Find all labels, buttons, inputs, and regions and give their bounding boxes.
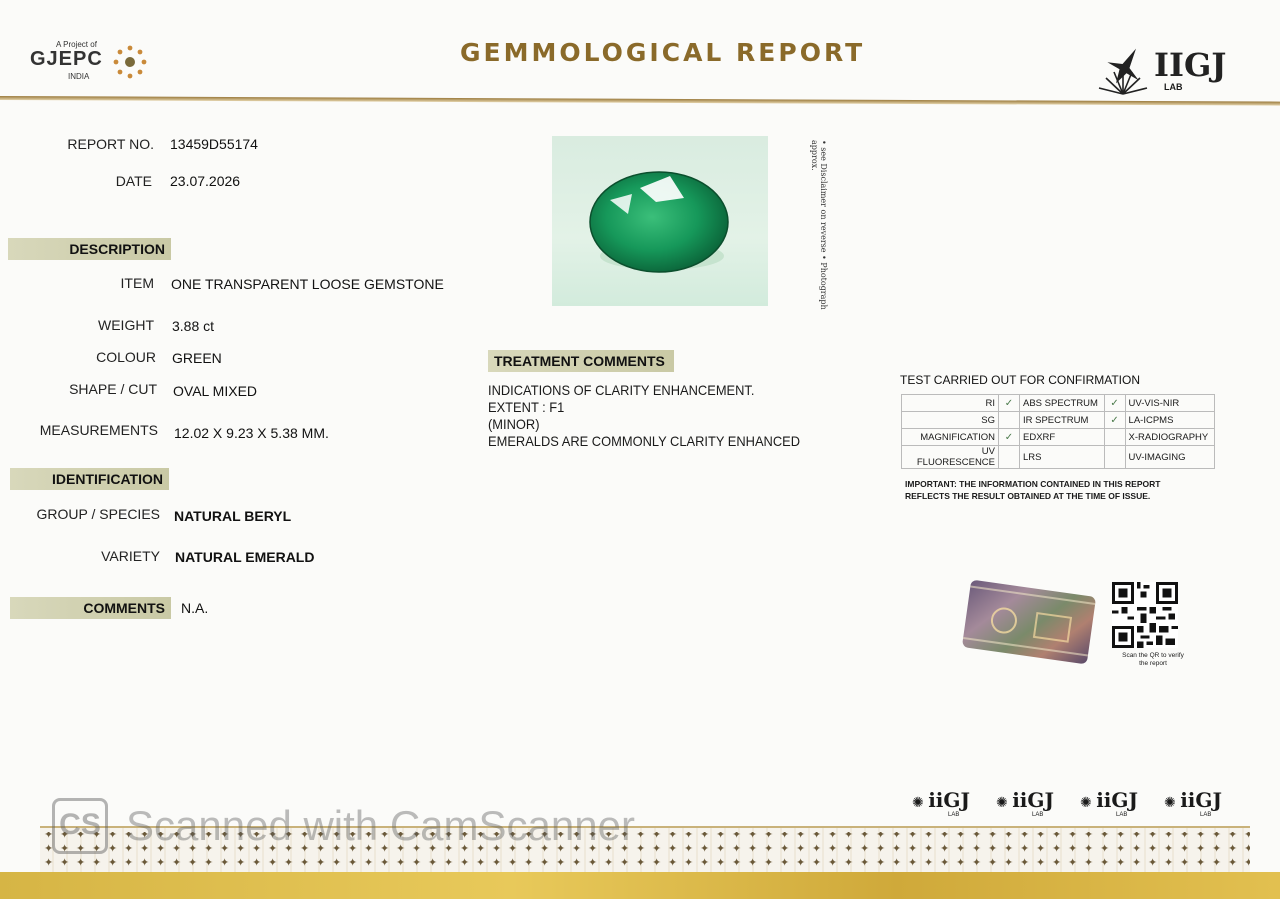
scanner-watermark: Scanned with CamScanner: [126, 802, 635, 849]
check-icon: [999, 412, 1020, 429]
tests-row: [902, 412, 1215, 429]
hologram-seal: [962, 580, 1096, 665]
check-icon: ✓: [999, 395, 1020, 412]
identification-header: IDENTIFICATION: [10, 468, 169, 490]
tests-row: [902, 429, 1215, 446]
check-icon: [1104, 446, 1125, 469]
comments-value: N.A.: [181, 600, 209, 616]
emerald-image: [552, 136, 768, 306]
tests-row: [902, 446, 1215, 469]
test-name: ABS SPECTRUM: [1020, 395, 1105, 412]
burst-icon: ✺: [1164, 794, 1176, 810]
gjepc-logo: [28, 40, 158, 86]
report-no-label: REPORT NO.: [67, 136, 154, 152]
iigj-logo: [1096, 38, 1246, 98]
group-label: GROUP / SPECIES: [36, 506, 160, 522]
hologram-pattern-icon: [962, 580, 1096, 665]
variety-value: NATURAL EMERALD: [175, 549, 315, 565]
burst-icon: ✺: [912, 794, 924, 810]
test-name: EDXRF: [1020, 429, 1105, 446]
gjepc-tag: A Project of: [56, 40, 97, 49]
check-icon: ✓: [999, 429, 1020, 446]
weight-label: WEIGHT: [98, 317, 154, 333]
stone-photo: [552, 136, 768, 306]
footer-logo-sub: LAB: [1032, 812, 1044, 818]
treatment-line-1: INDICATIONS OF CLARITY ENHANCEMENT. EXTENT : F1: [488, 382, 755, 415]
burst-icon: ✺: [996, 794, 1008, 810]
footer-logo-sub: LAB: [1200, 812, 1212, 818]
measurements-value: 12.02 X 9.23 X 5.38 MM.: [174, 425, 329, 441]
test-name: SG: [902, 412, 999, 429]
check-icon: [999, 446, 1020, 469]
qr-caption: Scan the QR to verify the report: [1122, 652, 1184, 667]
gjepc-sub: INDIA: [68, 72, 90, 81]
check-icon: ✓: [1104, 395, 1125, 412]
camscanner-icon: CS: [52, 798, 108, 854]
date-value: 23.07.2026: [170, 173, 241, 189]
report-title: GEMMOLOGICAL REPORT: [460, 38, 866, 67]
tests-row: [902, 395, 1215, 412]
item-label: ITEM: [120, 275, 154, 291]
footer-logo: [912, 788, 970, 818]
description-header: DESCRIPTION: [8, 238, 171, 260]
important-note: IMPORTANT: THE INFORMATION CONTAINED IN THIS REPORT REFLECTS THE RESULT OBTAINED AT THE TIME OF ISSUE.: [905, 479, 1161, 501]
measurements-label: MEASUREMENTS: [39, 422, 158, 438]
test-name: MAGNIFICATION: [902, 429, 999, 446]
weight-value: 3.88 ct: [172, 318, 215, 334]
test-name: IR SPECTRUM: [1020, 412, 1105, 429]
footer-logo-text: iiGJ: [1096, 788, 1138, 812]
shape-label: SHAPE / CUT: [69, 381, 157, 397]
footer-logo: [1080, 788, 1138, 818]
check-icon: [1104, 429, 1125, 446]
burst-icon: ✺: [1080, 794, 1092, 810]
footer-logo: [1164, 788, 1222, 818]
tests-title: TEST CARRIED OUT FOR CONFIRMATION: [900, 373, 1141, 387]
treatment-header: TREATMENT COMMENTS: [488, 350, 674, 372]
treatment-comments: [488, 382, 801, 450]
shape-value: OVAL MIXED: [173, 383, 258, 399]
date-label: DATE: [115, 173, 152, 189]
footer-logo-sub: LAB: [1116, 812, 1128, 818]
footer-logo-sub: LAB: [948, 812, 960, 818]
gjepc-name: GJEPC: [30, 48, 103, 70]
iigj-burst-icon: [1096, 42, 1150, 96]
iigj-name: IIGJ: [1154, 46, 1227, 84]
treatment-line-2: (MINOR): [488, 416, 540, 432]
colour-value: GREEN: [172, 350, 222, 366]
colour-label: COLOUR: [96, 349, 156, 365]
comments-header: COMMENTS: [10, 597, 171, 619]
footer-logo-text: iiGJ: [1180, 788, 1222, 812]
footer-logos: [912, 788, 1247, 818]
test-name: LRS: [1020, 446, 1105, 469]
variety-label: VARIETY: [101, 548, 160, 564]
treatment-line-3: EMERALDS ARE COMMONLY CLARITY ENHANCED: [488, 433, 801, 449]
test-name: UV FLUORESCENCE: [902, 446, 999, 469]
footer-logo: [996, 788, 1054, 818]
qr-code-icon[interactable]: [1112, 582, 1178, 648]
tests-table: [901, 394, 1215, 469]
report-no-value: 13459D55174: [170, 136, 258, 152]
test-name: X-RADIOGRAPHY: [1125, 429, 1214, 446]
test-name: LA-ICPMS: [1125, 412, 1214, 429]
background-fabric: [0, 872, 1280, 899]
gjepc-emblem-icon: [112, 44, 148, 80]
header-divider: [0, 96, 1280, 106]
test-name: UV-VIS-NIR: [1125, 395, 1214, 412]
group-value: NATURAL BERYL: [174, 508, 292, 524]
check-icon: ✓: [1104, 412, 1125, 429]
test-name: RI: [902, 395, 999, 412]
iigj-sub: LAB: [1164, 82, 1183, 92]
item-value: ONE TRANSPARENT LOOSE GEMSTONE: [171, 276, 444, 292]
photo-disclaimer: • see Disclaimer on reverse • Photograph approx.: [810, 140, 828, 310]
footer-logo-text: iiGJ: [1012, 788, 1054, 812]
footer-logo-text: iiGJ: [928, 788, 970, 812]
test-name: UV-IMAGING: [1125, 446, 1214, 469]
